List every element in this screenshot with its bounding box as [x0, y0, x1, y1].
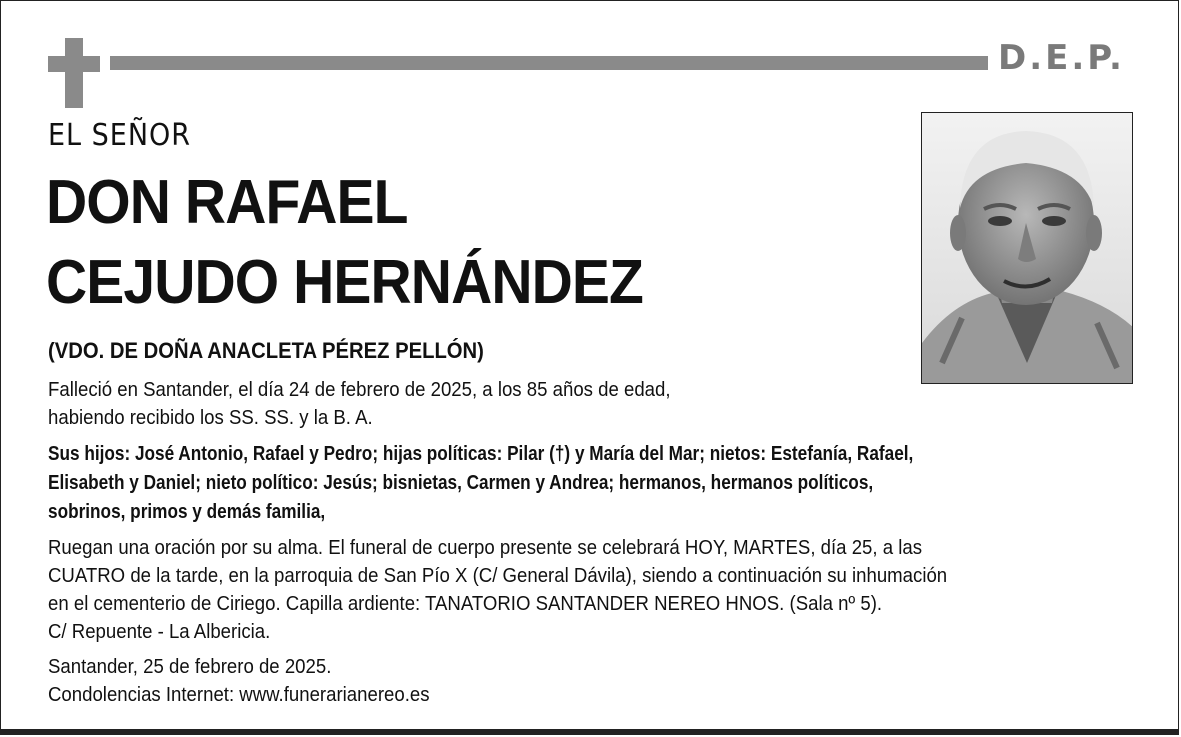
title-prefix: EL SEÑOR: [48, 118, 192, 153]
family-line-3: sobrinos, primos y demás familia,: [48, 501, 326, 523]
family-line-1: Sus hijos: José Antonio, Rafael y Pedro; hijas políticas: Pilar (†) y María del Mar; nietos: Estefanía, Rafael,: [48, 443, 914, 465]
condolences-url: Condolencias Internet: www.funerarianereo.es: [48, 684, 430, 706]
widower-note: (VDO. DE DOÑA ANACLETA PÉREZ PELLÓN): [48, 338, 484, 363]
place-date: Santander, 25 de febrero de 2025.: [48, 656, 332, 678]
deceased-name-line-1: DON RAFAEL: [46, 168, 408, 237]
funeral-line-2: CUATRO de la tarde, en la parroquia de San Pío X (C/ General Dávila), siendo a continuación su inhumación: [48, 565, 948, 587]
dep-label: D.E.P.: [998, 38, 1125, 78]
family-line-2: Elisabeth y Daniel; nieto político: Jesús; bisnietas, Carmen y Andrea; hermanos, hermanos políticos,: [48, 472, 874, 494]
death-info-line-2: habiendo recibido los SS. SS. y la B. A.: [48, 407, 373, 429]
death-info-line-1: Falleció en Santander, el día 24 de febrero de 2025, a los 85 años de edad,: [48, 379, 671, 401]
header-rule: [110, 56, 988, 70]
funeral-line-1: Ruegan una oración por su alma. El funeral de cuerpo presente se celebrará HOY, MARTES, día 25, a las: [48, 537, 923, 559]
funeral-line-3: en el cementerio de Ciriego. Capilla ardiente: TANATORIO SANTANDER NEREO HNOS. (Sala nº 5).: [48, 593, 883, 615]
funeral-line-4: C/ Repuente - La Albericia.: [48, 621, 271, 643]
deceased-name-line-2: CEJUDO HERNÁNDEZ: [46, 248, 643, 317]
deceased-photo: [921, 112, 1133, 384]
portrait-image: [922, 113, 1133, 384]
